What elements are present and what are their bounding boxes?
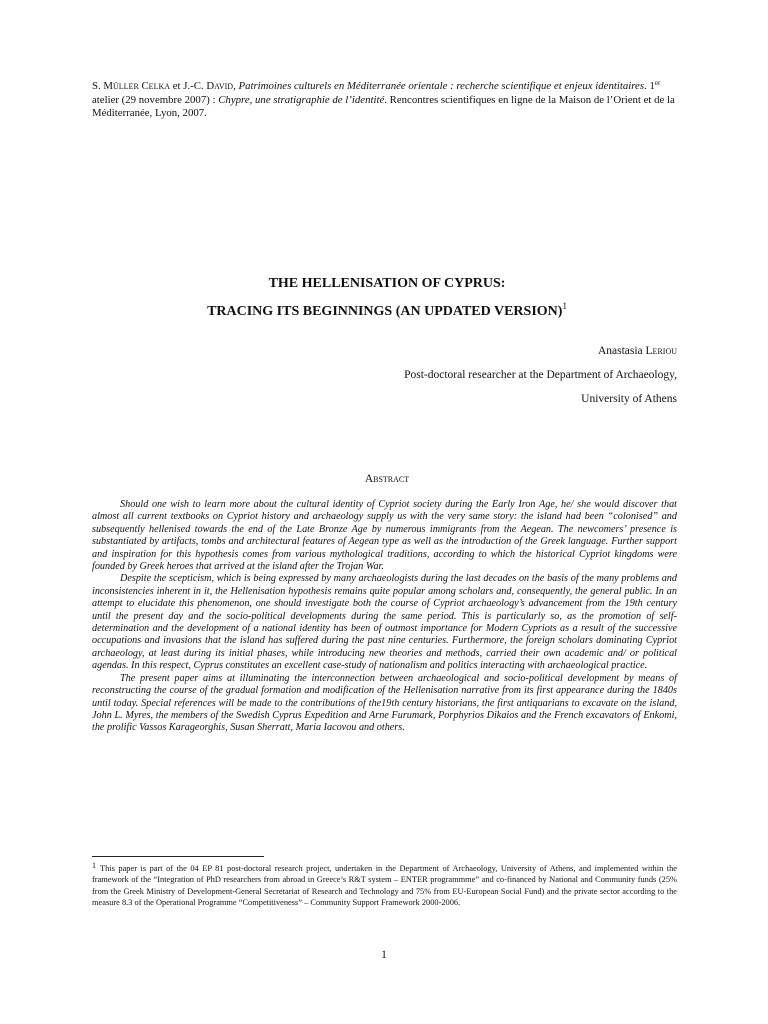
title-line-2: TRACING ITS BEGINNINGS (AN UPDATED VERSION) <box>207 304 563 319</box>
abstract-paragraph: Despite the scepticism, which is being expressed by many archaeologists during the last decades on the basis of the many problems and inconsistencies inherent in it, the Hellenisation hypothesis remains quite popular among scholars and, consequently, the general public. In an attempt to elucidate this phenomenon, one should investigate both the course of Cypriot archaeology’s advancement from the 19th century until the present day and the socio-political developments during the same period. This is particularly so, as the promotion of self-determination and the development of a national identity has been of outmost importance for Modern Cypriots as a result of the successive occupations and invasions that the island has suffered during the past nine centuries. Furthermore, the foreign scholars dominating Cypriot archaeology, at least during its initial phases, while introducing new theories and methods, carried their own academic and/ or political agendas. In this respect, Cyprus constitutes an excellent case-study of nationalism and politics interacting with archaeological practice. <box>92 573 677 672</box>
paper-title <box>92 276 682 320</box>
author-affiliation-line-2: University of Athens <box>581 393 677 405</box>
citation-rest: . Rencontres scientifiques en ligne de la Maison de l’Orient et de la Méditerranée, Lyon, 2007. <box>92 93 675 119</box>
author-first-name: Anastasia <box>597 345 646 357</box>
citation-book-title: Patrimoines culturels en Méditerranée orientale : recherche scientifique et enjeux identitaires <box>238 80 645 92</box>
title-line-2-wrapper <box>92 301 682 320</box>
footnote-mark: 1 <box>92 861 96 870</box>
citation-after-title: . 1 <box>644 80 655 92</box>
footnote <box>92 863 677 909</box>
author-affiliation-line-1: Post-doctoral researcher at the Department of Archaeology, <box>404 369 677 381</box>
title-line-1: THE HELLENISATION OF CYPRUS: <box>268 276 506 291</box>
citation-comma: , <box>233 80 239 92</box>
author-name <box>300 344 677 358</box>
author-block <box>300 344 677 406</box>
footnote-text: This paper is part of the 04 EP 81 post-doctoral research project, undertaken in the Department of Archaeology, University of Athens, and implemented within the framework of the “Integration of PhD researchers from abroad in Greece’s R&T system – ENTER programmme” and co-financed by National and Community funds (25% from the Greek Ministry of Development-General Secretariat of Research and Technology and 75% from EU-European Social Fund) and the private sector according to the measure 8.3 of the Operational Programme “Competitiveness” – Community Support Framework 2000-2006. <box>92 864 677 908</box>
footnote-separator <box>92 856 264 857</box>
abstract-body <box>92 499 677 735</box>
citation-author1-initial: S. <box>92 80 104 92</box>
abstract-paragraph: The present paper aims at illuminating the interconnection between archaeological and socio-political development by means of reconstructing the course of the gradual formation and modification of the Hellenisation narrative from its first appearance during the 1840s until today. Special references will be made to the contributions of the19th century historians, the first antiquarians to excavate on the island, John L. Myres, the members of the Swedish Cyprus Expedition and Arne Furumark, Porphyrios Dikaios and the French excavators of Enkomi, the prolific Vassos Karageorghis, Susan Sherratt, Maria Iacovou and others. <box>92 672 677 734</box>
citation-author1-surname: Müller Celka <box>103 80 171 92</box>
page-number: 1 <box>381 949 387 961</box>
abstract-paragraph: Should one wish to learn more about the cultural identity of Cypriot society during the Early Iron Age, he/ she would discover that almost all current textbooks on Cypriot history and archaeology supply us with the very same story: the island had been “colonised” and subsequently hellenised towards the end of the Late Bronze Age by numerous immigrants from the Aegean. The newcomers’ presence is substantiated by artifacts, tombs and architectural features of Aegean type as well as the introduction of the Greek language. Further support and inspiration for this hypothesis comes from various mythological traditions, according to which the historical Cypriot kingdoms were founded by Greek heroes that arrived at the island after the Trojan War. <box>92 499 677 573</box>
publication-citation <box>92 80 682 121</box>
author-surname: Leriou <box>645 345 677 357</box>
citation-and: et J.-C. <box>170 80 207 92</box>
abstract-heading: Abstract <box>364 473 410 485</box>
citation-author2-surname: David <box>206 80 234 92</box>
citation-atelier: atelier (29 novembre 2007) : <box>92 93 219 106</box>
citation-atelier-title: Chypre, une stratigraphie de l’identité <box>218 93 385 106</box>
citation-superscript: er <box>654 79 661 87</box>
title-footnote-ref: 1 <box>562 301 567 311</box>
